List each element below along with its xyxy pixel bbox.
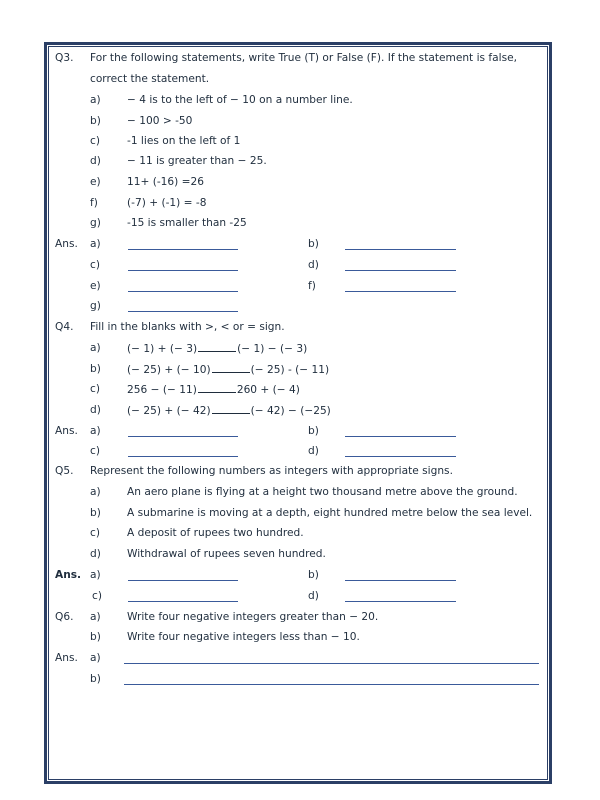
answer-label: b)	[90, 673, 101, 685]
answer-label: f)	[308, 280, 316, 292]
q4-right-expression: 260 + (− 4)	[236, 384, 300, 396]
q3-item-text: 11+ (-16) =26	[127, 176, 205, 188]
answer-line[interactable]	[128, 580, 238, 581]
q3-item-label: d)	[90, 155, 101, 167]
comparison-blank[interactable]	[198, 341, 236, 352]
q4-right-expression: (− 42) − (−25)	[250, 405, 331, 417]
q4-instruction: Fill in the blanks with >, < or = sign.	[90, 321, 285, 333]
q3-item-text: − 11 is greater than − 25.	[127, 155, 267, 167]
q4-left-expression: 256 − (− 11)	[127, 384, 197, 396]
answer-line[interactable]	[345, 291, 456, 292]
answer-line[interactable]	[345, 270, 456, 271]
q4-item-expression	[127, 362, 329, 377]
q3-answer-label: Ans.	[55, 238, 78, 250]
q3-item-label: f)	[90, 197, 98, 209]
q5-item-text: A deposit of rupees two hundred.	[127, 527, 304, 539]
q3-item-label: a)	[90, 94, 101, 106]
q5-answer-label: Ans.	[55, 569, 82, 581]
q3-item-text: − 100 > -50	[127, 115, 193, 127]
q6-item-label: b)	[90, 631, 101, 643]
comparison-blank[interactable]	[212, 362, 250, 373]
q4-right-expression: (− 25) - (− 11)	[250, 364, 330, 376]
answer-line[interactable]	[128, 456, 238, 457]
answer-label: a)	[90, 652, 101, 664]
q4-left-expression: (− 25) + (− 42)	[127, 405, 211, 417]
answer-label: d)	[308, 259, 319, 271]
q3-item-label: g)	[90, 217, 101, 229]
q6-item-text: Write four negative integers greater than − 20.	[127, 611, 379, 623]
q4-answer-label: Ans.	[55, 425, 78, 437]
answer-label: d)	[308, 445, 319, 457]
q3-item-text: (-7) + (-1) = -8	[127, 197, 207, 209]
q4-item-label: a)	[90, 342, 101, 354]
q3-item-label: c)	[90, 135, 100, 147]
q3-item-text: -1 lies on the left of 1	[127, 135, 241, 147]
answer-label: b)	[308, 425, 319, 437]
q4-left-expression: (− 1) + (− 3)	[127, 343, 198, 355]
q4-item-label: d)	[90, 404, 101, 416]
answer-label: e)	[90, 280, 101, 292]
answer-line[interactable]	[128, 249, 238, 250]
answer-label: b)	[308, 569, 319, 581]
q4-item-label: b)	[90, 363, 101, 375]
answer-label: a)	[90, 425, 101, 437]
answer-line[interactable]	[124, 663, 539, 664]
answer-label: a)	[90, 569, 101, 581]
answer-line[interactable]	[345, 436, 456, 437]
answer-line[interactable]	[128, 601, 238, 602]
q4-item-expression	[127, 341, 307, 356]
answer-line[interactable]	[128, 291, 238, 292]
q5-item-text: Withdrawal of rupees seven hundred.	[127, 548, 326, 560]
q5-item-text: A submarine is moving at a depth, eight hundred metre below the sea level.	[127, 507, 533, 519]
answer-line[interactable]	[124, 684, 539, 685]
answer-label: g)	[90, 300, 101, 312]
q5-number: Q5.	[55, 465, 74, 477]
q5-item-label: b)	[90, 507, 101, 519]
answer-line[interactable]	[345, 249, 456, 250]
answer-line[interactable]	[345, 601, 456, 602]
answer-label: a)	[90, 238, 101, 250]
answer-label: b)	[308, 238, 319, 250]
q3-number: Q3.	[55, 52, 74, 64]
q5-instruction: Represent the following numbers as integers with appropriate signs.	[90, 465, 453, 477]
answer-line[interactable]	[128, 436, 238, 437]
answer-line[interactable]	[128, 270, 238, 271]
q6-answer-label: Ans.	[55, 652, 78, 664]
q5-item-label: a)	[90, 486, 101, 498]
q6-item-label: a)	[90, 611, 101, 623]
q4-item-expression	[127, 382, 300, 397]
q5-item-label: c)	[90, 527, 100, 539]
q4-right-expression: (− 1) − (− 3)	[237, 343, 308, 355]
q4-item-label: c)	[90, 383, 100, 395]
answer-line[interactable]	[128, 311, 238, 312]
answer-label: d)	[308, 590, 319, 602]
answer-label: c)	[90, 445, 100, 457]
answer-label: c)	[92, 590, 102, 602]
q5-item-label: d)	[90, 548, 101, 560]
q4-item-expression	[127, 403, 331, 418]
q3-item-text: − 4 is to the left of − 10 on a number line.	[127, 94, 353, 106]
answer-label: c)	[90, 259, 100, 271]
q4-number: Q4.	[55, 321, 74, 333]
comparison-blank[interactable]	[212, 403, 250, 414]
comparison-blank[interactable]	[198, 382, 236, 393]
q6-number: Q6.	[55, 611, 74, 623]
q4-left-expression: (− 25) + (− 10)	[127, 364, 211, 376]
q3-instruction: For the following statements, write True (T) or False (F). If the statement is false,	[90, 52, 517, 64]
q3-item-label: e)	[90, 176, 101, 188]
answer-line[interactable]	[345, 580, 456, 581]
q3-item-label: b)	[90, 115, 101, 127]
q3-item-text: -15 is smaller than -25	[127, 217, 247, 229]
q3-instruction-cont: correct the statement.	[90, 73, 210, 85]
q6-item-text: Write four negative integers less than − 10.	[127, 631, 360, 643]
answer-line[interactable]	[345, 456, 456, 457]
q5-item-text: An aero plane is flying at a height two thousand metre above the ground.	[127, 486, 518, 498]
